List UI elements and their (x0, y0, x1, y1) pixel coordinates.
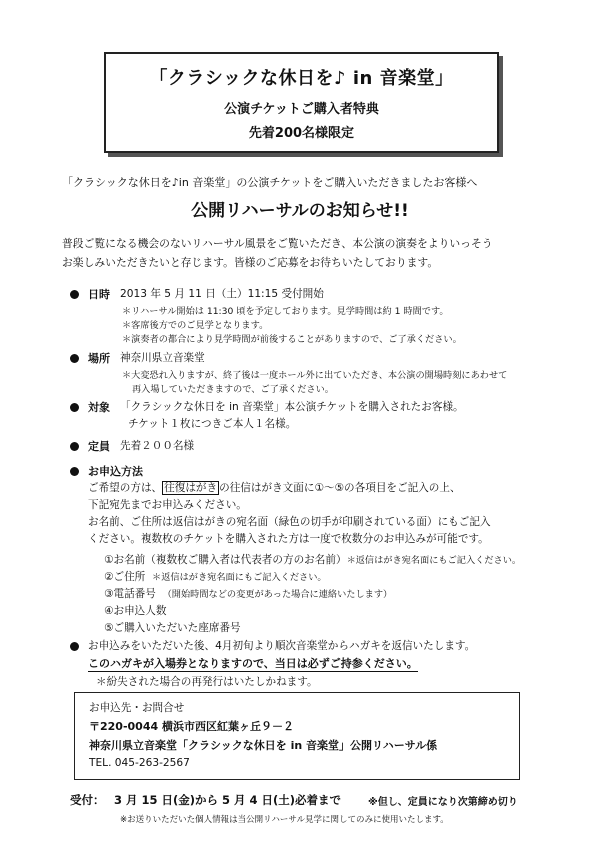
datetime-label: 日時 (88, 288, 110, 301)
application-line-3: お名前、ご住所は返信はがきの宛名面（緑色の切手が印刷されている面）にもご記入 (88, 516, 491, 528)
event-title: 「クラシックな休日を♪ in 音楽堂」 (149, 68, 454, 89)
page-heading: 公開リハーサルのお知らせ!! (191, 201, 409, 221)
application-item-5: ⑤ご購入いただいた座席番号 (104, 622, 241, 634)
return-postcard-text: 往復はがき (164, 482, 218, 494)
application-item-1: ①お名前（複数枚ご購入者は代表者の方のお名前）＊返信はがき宛名面にもご記入ください。 (104, 554, 522, 566)
target-line-1: 「クラシックな休日を in 音楽堂」本公演チケットを購入されたお客様。 (120, 401, 464, 413)
reply-line-3: ＊紛失された場合の再発行はいたしかねます。 (96, 676, 318, 688)
target-line-2: チケット１枚につきご本人１名様。 (128, 418, 297, 430)
bullet-icon (70, 642, 79, 651)
venue-label: 場所 (88, 352, 110, 365)
bullet-icon (70, 442, 79, 451)
contact-label: お申込先・お問合せ (89, 702, 185, 714)
application-line-1a: ご希望の方は、 (88, 482, 163, 494)
venue-note-1: ＊大変恐れ入りますが、終了後は一度ホール外に出ていただき、本公演の開場時刻にあわせて (122, 370, 508, 381)
contact-org: 神奈川県立音楽堂「クラシックな休日を in 音楽堂」公開リハーサル係 (89, 739, 438, 752)
paragraph-line-2: お楽しみいただきたいと存じます。皆様のご応募をお待ちいたしております。 (62, 256, 439, 269)
bullet-icon (70, 467, 79, 476)
datetime-note-3: ＊演奏者の都合により見学時間が前後することがありますので、ご了承ください。 (122, 334, 462, 345)
application-line-1c: の往信はがき文面に①～⑤の各項目をご記入の上、 (219, 482, 461, 494)
venue-value: 神奈川県立音楽堂 (120, 352, 205, 364)
privacy-note: ※お送りいただいた個人情報は当公開リハーサル見学に関してのみに使用いたします。 (120, 815, 449, 825)
reply-line-1: お申込みをいただいた後、4月初旬より順次音楽堂からハガキを返信いたします。 (88, 640, 476, 652)
application-line-4: ください。複数枚のチケットを購入された方は一度で枚数分のお申込みが可能です。 (88, 533, 489, 545)
deadline-note: ※但し、定員になり次第締め切り (368, 797, 518, 808)
bullet-icon (70, 403, 79, 412)
paragraph-line-1: 普段ご覧になる機会のないリハーサル風景をご覧いただき、本公演の演奏をよりいっそう (62, 237, 493, 250)
bullet-icon (70, 354, 79, 363)
bullet-icon (70, 290, 79, 299)
deadline-label: 受付： (70, 793, 105, 807)
deadline-value: 3 月 15 日(金)から 5 月 4 日(土)必着まで (114, 793, 342, 807)
contact-tel: TEL. 045-263-2567 (89, 757, 190, 769)
event-subtitle: 公演チケットご購入者特典 (224, 102, 379, 117)
application-item-2: ②ご住所 ＊返信はがき宛名面にもご記入ください。 (104, 571, 327, 583)
event-limit: 先着200名様限定 (248, 126, 355, 141)
datetime-note-1: ＊リハーサル開始は 11:30 頃を予定しております。見学時間は約 1 時間です。 (122, 306, 449, 317)
application-item-3: ③電話番号 （開始時間などの変更があった場合に連絡いたします） (104, 588, 393, 600)
capacity-label: 定員 (88, 440, 110, 453)
title-box (104, 52, 499, 153)
venue-note-2: 再入場していただきますので、ご了承ください。 (132, 384, 334, 395)
application-item-4: ④お申込人数 (104, 605, 167, 617)
contact-box (74, 692, 520, 780)
intro-text: 「クラシックな休日を♪in 音楽堂」の公演チケットをご購入いただきましたお客様へ (62, 176, 478, 189)
target-label: 対象 (88, 401, 110, 414)
capacity-value: 先着２００名様 (120, 440, 195, 452)
datetime-note-2: ＊客席後方でのご見学となります。 (122, 320, 269, 331)
application-line-1 (88, 480, 461, 495)
contact-address: 〒220-0044 横浜市西区紅葉ヶ丘９－２ (89, 720, 294, 733)
datetime-value: 2013 年 5 月 11 日（土）11:15 受付開始 (120, 288, 324, 300)
application-label: お申込方法 (88, 465, 143, 478)
reply-line-2: このハガキが入場券となりますので、当日は必ずご持参ください。 (88, 657, 418, 670)
application-line-2: 下記宛先までお申込みください。 (88, 499, 247, 511)
